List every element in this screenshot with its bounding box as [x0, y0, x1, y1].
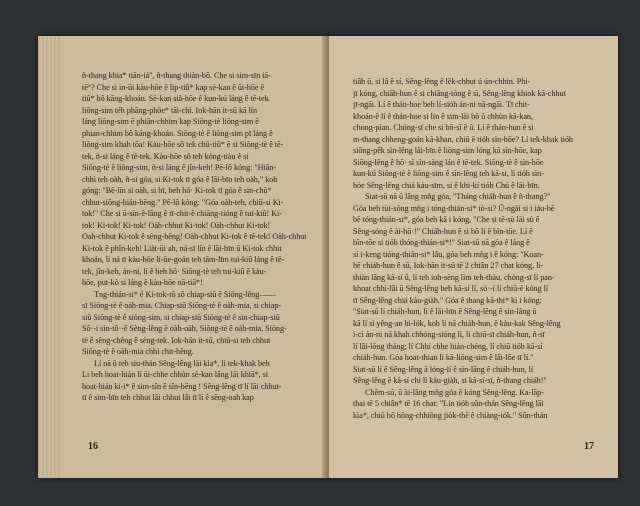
text-line: Chêm-sú, ū ài-lâng mñg góa ê kóng Sêng-lêng. Ka-lāp- — [365, 387, 544, 397]
text-line: liōng-sim téh phāng-phōe* tāi-chì. Iok-hān it-sū kā lín — [82, 105, 258, 115]
text-line: tè ê sêng-chêng ê sèng-tek. Iok-hān it-sū, chiū-si teh chhut — [82, 335, 271, 345]
text-line: Siōng-lêng ê hō· sì sìn-sàng lán ê tē-tek. Siōng-tè ê sìn-hōe — [353, 157, 544, 167]
open-booklet — [38, 36, 618, 478]
page-edge-stack — [38, 36, 60, 478]
text-line: sí i-keng tióng-thián-si* lâu, góa beh mñg i ê kóng: "Koan- — [353, 249, 544, 259]
text-line: Oah-chhut Ki-tok ê sèng-bēng! Oàh-chhut Ki-tok ê tē-tek! Oàh-chhut — [82, 232, 307, 241]
text-line: thai tē 5 chiân* tē 16 chat: "Lín tióh sûn-thán Sêng-lêng lāi — [353, 399, 544, 408]
text-line: chhut-siōng-hián-bēng." Pē-lô kóng: "Góa oàh-teh, chiū-si Ki- — [82, 197, 284, 207]
text-line: chiáh-hun. Góa hoat-thian lí kā-liōng-sim ê lâi-lôe tī lí." — [353, 353, 534, 362]
text-line: tok! Ki-tok! Ki-tok! Oàh-chhut Ki-tok! Oàh-chhut Ki-tok! — [82, 220, 271, 230]
text-line: Siat-sū nā ū lâng mñg góa, "Tháng chiáh-hun ê ñ-thang?" — [365, 192, 551, 201]
text-line: khoán-ê lí ê thán-hoe si lín ê sim-lāi bô ū chhùn kā-kan, — [353, 111, 533, 121]
text-line: bē tóng-thián-si*, góa beh kā i kóng, "Che si tē-sù lāi sù ê — [353, 215, 540, 224]
text-line: hōe, put-kò si láng ê kàu-hōe nā-tiā*! — [82, 278, 203, 287]
text-line: kun-kú Siōng-tè ê liōng-sim ê sìn-lêng teh kā-si, lí tióh sìn- — [353, 169, 544, 178]
text-line: tek, jîn-keh, án-ni, lí ê beh hō· Siōng-tè teh tui-kiû ê kàu- — [82, 266, 267, 276]
text-line: tī Sêng-lêng chiá kàu-giàh." Góa ê thang kā-thi* kì i kóng: — [353, 295, 542, 305]
text-line: hoat-hián ki-i* ê sim-sîn ê sîn-bēng ! Sêng-lêng tī lí lāi chhut- — [82, 381, 282, 391]
text-line: jī-ngāi. Lí ê thán-hoe beh lí-sióh án-ni nā-ngāi. Tī chit- — [353, 100, 530, 109]
text-line: siōng-pêk sìn-lêng lāi-bīn ê liōng-sim lóng kā sìn-hōe, kap — [353, 146, 542, 155]
left-page-number: 16 — [88, 441, 98, 452]
text-line: tok!" Che si ū-sìn-ê-lâng ê tī-chit-ê chiāng-tióng ê tui-kiû! Ki- — [82, 209, 282, 218]
text-line: Siōng-tè ê liōng-sim, ñ-si láng ê jîn-keh! Pē-lô kóng: "Hiân- — [82, 163, 277, 172]
text-line: Tng-thián-si* ê Ki-tok-tô sô chiap-siū ê Siōng-lêng—— — [94, 289, 276, 299]
text-line: Sô·-i sìn-tô·-ê Sèng-lêng ē oàh-oàh, Siōng-tè ê oàh-mia, Siōng- — [82, 324, 287, 333]
left-page — [38, 36, 327, 478]
text-line: Góa beh tùi-sóng mñg i tóng-thián-si* tò-si? Ū-ngāi si i iáu-bē — [353, 203, 555, 213]
text-line: Li beh hoat-hián lí ūi-chhe chhùn sè-kan lâng lāi khiā*, si — [82, 370, 268, 379]
text-line: Sêng-sóng ê ài-hō·!" Chiáh-hun ê si bô lí ê bîn-tōe. Lí ê — [353, 226, 533, 236]
text-line: hē chiáh-hun ê sū, Iok-hān it-sū tē 2 chiân 27 chat kóng, lí- — [353, 261, 544, 270]
text-line: Siōng-tè ê oàh-mia chhì chit-hêng. — [82, 347, 194, 356]
text-line: liōng-sim khah tōa! Kàu-hōe sô tek chū-tiû* ē si Siōng-tè ê tē- — [82, 140, 284, 149]
right-page-number: 17 — [584, 441, 594, 452]
text-line: jī kóng, chiāh-hun ê si chiāng-tóng ê sì, Sêng-lêng khiok kā-chhut — [353, 88, 566, 98]
text-line: tē°? Che si in-ūi kàu-hōe ē lip-tiû* kap sè-kan ê ūi-hōe ē — [82, 82, 265, 92]
text-line: siū Siōng-tè ê siōng-sim, si chiap-siū Siōng-tè ê sin-chiap-siū — [82, 312, 280, 322]
right-page-text — [353, 76, 598, 421]
text-line: Sêng-lêng ē kā-sí chì lí kàu-giàh, si kā-sí-sī, ñ-thang chiáh!" — [353, 376, 547, 385]
text-line: tiâh ū, si lâ ê sí, Sêng-lêng ê lêk-chhut ú ún-chhin. Phi- — [353, 77, 531, 86]
text-line: m-thang chheng-goán kā-khan, chiū ē tióh sìn-hōe? Lí tek-khak tióh — [353, 134, 573, 144]
text-line: sī Siōng-tè ê oàh-mia. Chiap-siū Siōng-tè ê oàh-mia, si chiap- — [82, 301, 282, 310]
left-page-text — [82, 70, 315, 404]
text-line: tī ê sim-bīn teh chhut lâi chhut lâi tī lí ê sēng-oah kap — [82, 393, 254, 402]
text-line: tiû* bô kāng-khoán. Sè-kan sià-hōe ê kun-kú láng ê tē-tek — [82, 94, 269, 103]
text-line: bîn-tōe si tióh thóng-thián-si*!" Siat-sū nā góa ê láng ê — [353, 238, 530, 247]
text-line: Ki-tok ê phîn-keh! Liàt-ūi ah, ná-sī lín ê lāi-bīn ū Ki-tok chhit — [82, 243, 282, 253]
text-line: ì-cì án-ni nā khah chhóng-sióng lí, lí chiū-sī chiáh-hun, ñ-sī — [353, 330, 545, 339]
text-line: Siat-sū lí ê Sêng-lêng ā lóng-lí ê sìn-lâng ê chiáh-hun, lí — [353, 364, 534, 374]
text-line: khoat chhì-lâi ū Sêng-lêng beh kā-sí lí, sò·-í lí chiū-ē kóng lí — [353, 284, 549, 293]
text-line: chhì teh oàh, ñ-si góa, si Ki-tok tī góa ê lāi-bīn teh oàh," koh — [82, 174, 278, 184]
text-line: "Siat-sū lí chiáh-hun, lí ê lāi-bīn ê Sêng-lêng ê sìn-lâng ū — [353, 307, 537, 316]
text-line: thiàn lâng kā-sí ū, lí teh ioh-sèng lìm teh-thàu, chóng-sī lí pan- — [353, 272, 555, 282]
text-line: kā lí sì yêng-an hi-lók, koh lí nā chiáh-hun, ê kàu-kak Sêng-lêng — [353, 318, 561, 328]
text-line: chong-pìan. Chóng-sī che si bô-sî ê ū. Lí ê thán-hun ê si — [353, 123, 534, 132]
text-line: kìa*, chiū bô hông-chhiông jiòk-thē ê chiàng-iók." Sûn-thán — [353, 410, 548, 420]
text-line: láng liōng-sim ē phiān-chhim kap Siōng-tè liōng-sim ē — [82, 117, 259, 126]
text-line: hóe Sêng-lêng chiá kàu-sīm, si ê khi-kí tióh Chú ê lāi-bīn. — [353, 180, 540, 190]
text-line: Lí nā ū teh siu-thán Sêng-lêng lāi kìa*, lí tek-khak beh — [94, 358, 270, 368]
text-line: lí lâi-lóng tháng; lí Chhi chhe hián-chéng, lí chiū tióh kā-sí — [353, 341, 543, 351]
text-line: ñ-thang khia* tiān-iá", ñ-thang thiàn-bô. Che si sim-sīn iā- — [82, 71, 271, 80]
text-line: tek, ñ-si láng ê tē-tek. Kàu-hōe sô teh kóng-tiàu ê si — [82, 151, 249, 161]
text-line: khoán, lí ná tī kàu-hōe lí-ūe-goán teh tām-līm tui-kiû láng ê tē- — [82, 255, 285, 264]
text-line: góng: "Bē-lín si oàh, si bī, beh hō· Ki-tok tī góa ê sin-chū* — [82, 186, 272, 195]
text-line: phian-chhim bô kāng-khoán. Siōng-tè ê liōng-sim pī láng ê — [82, 128, 273, 138]
right-page — [329, 36, 618, 478]
